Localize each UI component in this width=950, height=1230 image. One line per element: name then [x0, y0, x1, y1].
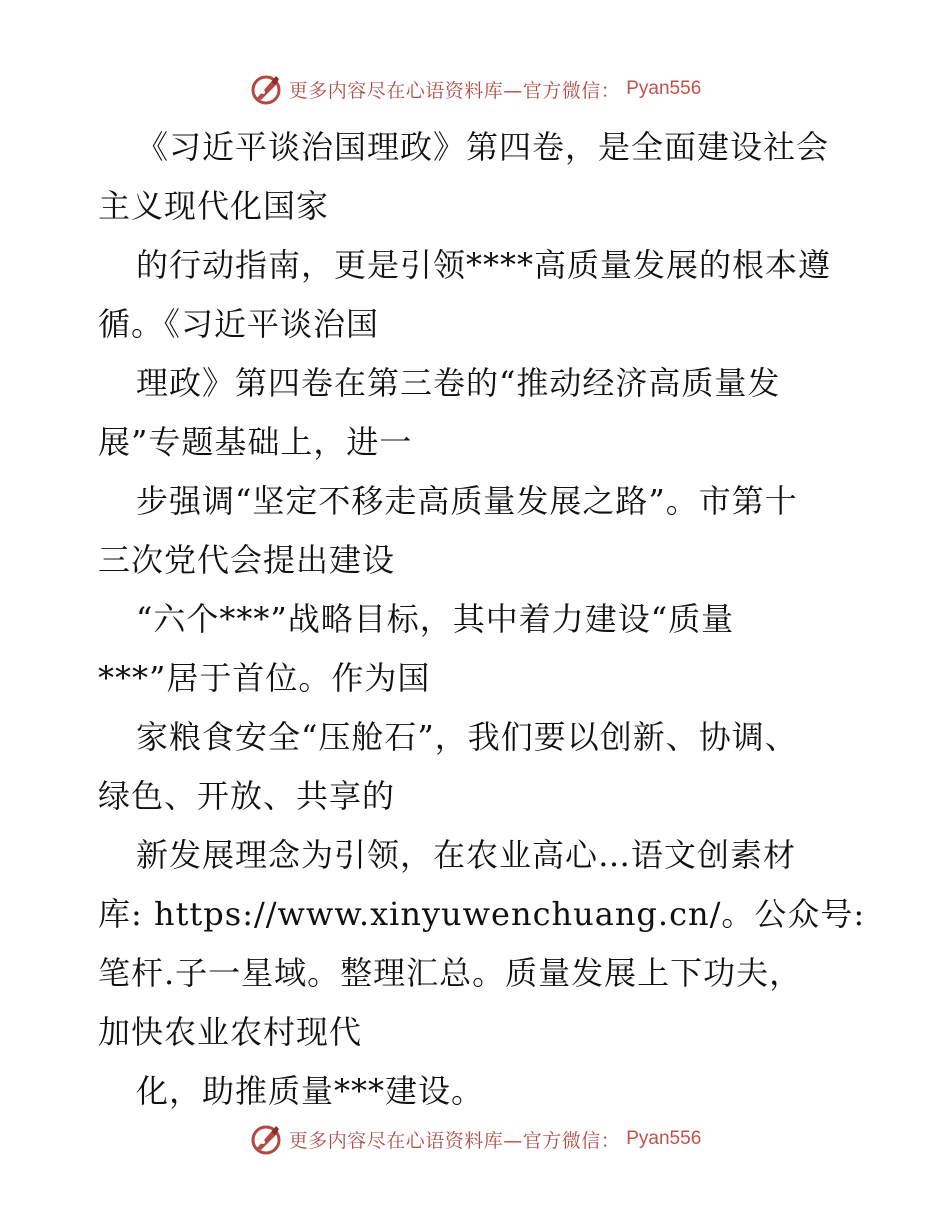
text-line: 的行动指南，更是引领****高质量发展的根本遵 [136, 246, 832, 284]
text-line: 循。《习近平谈治国 [98, 305, 380, 343]
watermark-account: Pyan556 [626, 1128, 702, 1149]
watermark-text: 更多内容尽在心语资料库—官方微信： [288, 1129, 621, 1152]
text-line: 步强调“坚定不移走高质量发展之路”。市第十 [136, 482, 798, 520]
footer-watermark [0, 1122, 950, 1156]
text-line: 理政》第四卷在第三卷的“推动经济高质量发 [136, 364, 781, 402]
text-line: 三次党代会提出建设 [98, 541, 396, 579]
text-line: 加快农业农村现代 [98, 1013, 363, 1051]
header-watermark [0, 72, 950, 106]
text-line: 主义现代化国家 [98, 187, 330, 225]
document-body [98, 118, 878, 1121]
text-line: 展”专题基础上，进一 [98, 423, 413, 461]
text-line: 新发展理念为引领，在农业高心…语文创素材 [136, 836, 797, 874]
pen-emblem-logo-icon [249, 72, 283, 106]
text-line: ***”居于首位。作为国 [98, 659, 431, 697]
text-line: 库: https://www.xinyuwenchuang.cn/。公众号: [98, 895, 866, 933]
watermark-account: Pyan556 [626, 78, 702, 99]
pen-emblem-logo-icon [249, 1122, 283, 1156]
text-line: “六个***”战略目标，其中着力建设“质量 [136, 600, 735, 638]
text-line: 家粮食安全“压舱石”，我们要以创新、协调、 [136, 718, 798, 756]
text-line: 绿色、开放、共享的 [98, 777, 396, 815]
text-line: 笔杆.子一星域。整理汇总。质量发展上下功夫， [98, 954, 803, 992]
watermark-text: 更多内容尽在心语资料库—官方微信： [288, 79, 621, 102]
text-line: 《习近平谈治国理政》第四卷，是全面建设社会 [136, 128, 830, 166]
text-line: 化，助推质量***建设。 [136, 1072, 485, 1110]
